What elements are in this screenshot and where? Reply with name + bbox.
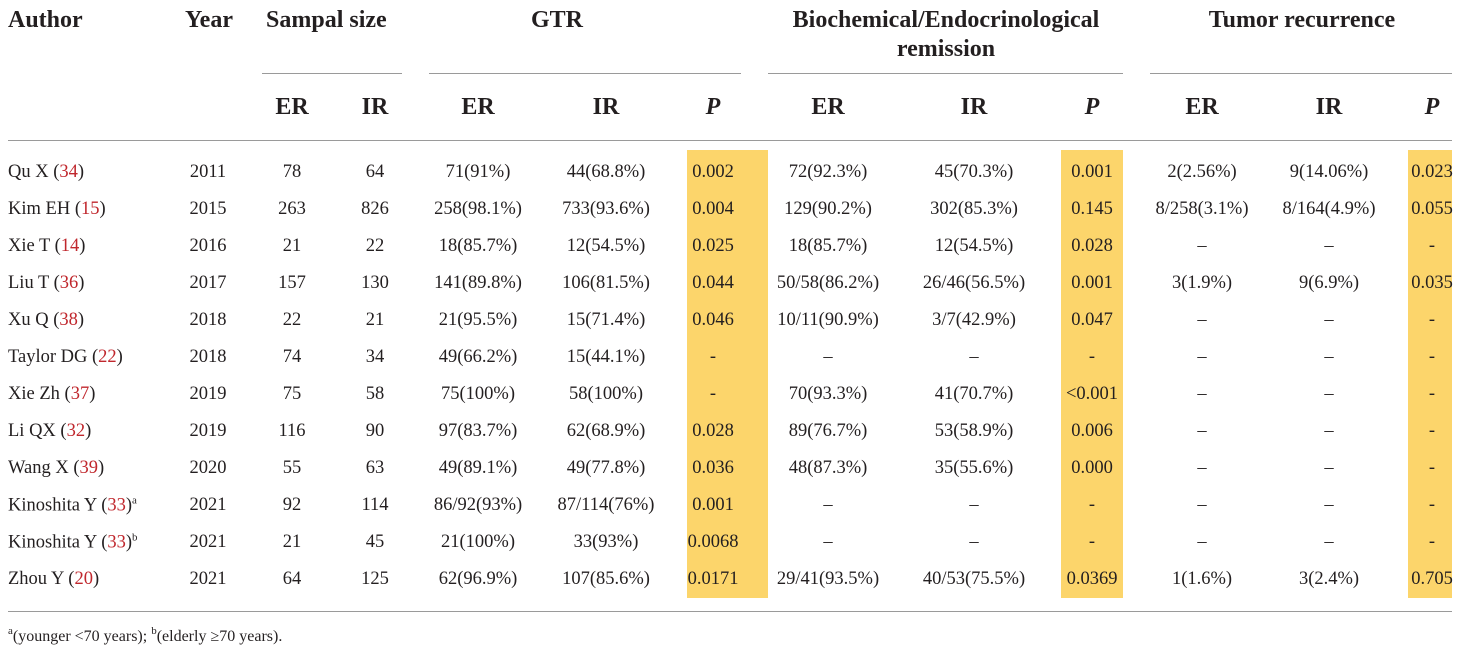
reference-link[interactable]: 36	[59, 272, 79, 293]
bio-p-cell: 0.001	[1071, 272, 1113, 293]
rec-p-cell: 0.023	[1411, 161, 1453, 182]
year-cell: 2019	[189, 383, 227, 404]
gtr-ir-cell: 12(54.5%)	[566, 235, 646, 256]
rec-p-cell: -	[1428, 494, 1436, 515]
bio-er-cell: –	[823, 531, 833, 552]
bio-ir-cell: 45(70.3%)	[934, 161, 1014, 182]
n-er-cell: 21	[282, 531, 302, 552]
sample-size-header: Sampal size	[266, 7, 387, 33]
bio-p-cell: 0.047	[1071, 309, 1113, 330]
gtr-ir-cell: 49(77.8%)	[566, 457, 646, 478]
n-er-cell: 116	[278, 420, 306, 441]
rec-er-cell: –	[1197, 235, 1207, 256]
author-cell: Zhou Y (20)	[8, 568, 100, 589]
gtr-ir-cell: 733(93.6%)	[562, 198, 650, 219]
gtr-ir-cell: 62(68.9%)	[566, 420, 646, 441]
bio-p-cell: -	[1088, 494, 1096, 515]
gtr-ir-cell: 87/114(76%)	[557, 494, 655, 515]
rec-ir-cell: 9(6.9%)	[1298, 272, 1360, 293]
rec-p-cell: 0.035	[1411, 272, 1453, 293]
bio-er-cell: 89(76.7%)	[788, 420, 868, 441]
rec-er-cell: 1(1.6%)	[1171, 568, 1233, 589]
author-cell: Liu T (36)	[8, 272, 85, 293]
gtr-p-cell: -	[709, 383, 717, 404]
author-name: Qu X	[8, 161, 49, 182]
rec-er-cell: –	[1197, 309, 1207, 330]
bio-ir-cell: 3/7(42.9%)	[932, 309, 1016, 330]
gtr-er-cell: 49(66.2%)	[438, 346, 518, 367]
bio-er-cell: 50/58(86.2%)	[776, 272, 880, 293]
rec-ir-cell: 8/164(4.9%)	[1282, 198, 1376, 219]
n-ir-cell: 114	[361, 494, 389, 515]
gtr-p-cell: 0.046	[692, 309, 734, 330]
bio-ir-cell: –	[969, 531, 979, 552]
rec-p-cell: -	[1428, 309, 1436, 330]
recurrence-ir-header: IR	[1315, 94, 1343, 120]
reference-link[interactable]: 32	[66, 420, 86, 441]
gtr-p-cell: 0.002	[692, 161, 734, 182]
year-cell: 2016	[189, 235, 227, 256]
author-name: Li QX	[8, 420, 56, 441]
biochem-header-line2: remission	[896, 36, 996, 62]
bio-ir-cell: 40/53(75.5%)	[922, 568, 1026, 589]
author-cell: Qu X (34)	[8, 161, 85, 182]
rec-er-cell: –	[1197, 383, 1207, 404]
footnote-a-text: (younger <70 years);	[12, 628, 152, 645]
year-header: Year	[185, 7, 233, 33]
author-footnote-marker: a	[132, 494, 137, 507]
year-cell: 2011	[189, 161, 227, 182]
rec-ir-cell: 3(2.4%)	[1298, 568, 1360, 589]
author-cell: Wang X (39)	[8, 457, 105, 478]
n-er-cell: 263	[278, 198, 306, 219]
gtr-er-cell: 71(91%)	[445, 161, 511, 182]
gtr-ir-header: IR	[592, 94, 620, 120]
reference-link[interactable]: 33	[107, 495, 126, 516]
rec-ir-cell: –	[1324, 494, 1334, 515]
bio-ir-cell: 12(54.5%)	[934, 235, 1014, 256]
n-ir-cell: 58	[365, 383, 385, 404]
rec-p-cell: -	[1428, 235, 1436, 256]
year-cell: 2021	[189, 531, 227, 552]
n-er-cell: 157	[278, 272, 306, 293]
rec-ir-cell: –	[1324, 346, 1334, 367]
n-ir-cell: 130	[361, 272, 389, 293]
recurrence-header: Tumor recurrence	[1208, 7, 1396, 33]
author-cell: Li QX (32)	[8, 420, 92, 441]
bio-er-cell: 18(85.7%)	[788, 235, 868, 256]
reference-link[interactable]: 38	[59, 309, 78, 330]
n-er-cell: 75	[282, 383, 302, 404]
gtr-p-cell: 0.028	[692, 420, 734, 441]
bio-ir-cell: 302(85.3%)	[930, 198, 1018, 219]
n-er-cell: 22	[282, 309, 302, 330]
author-header: Author	[8, 7, 83, 33]
reference-link[interactable]: 39	[79, 457, 98, 478]
gtr-er-cell: 86/92(93%)	[433, 494, 523, 515]
table-footnote	[8, 626, 282, 645]
rec-p-cell: -	[1428, 531, 1436, 552]
gtr-p-cell: 0.036	[692, 457, 734, 478]
gtr-header: GTR	[530, 7, 584, 33]
gtr-p-cell: 0.044	[692, 272, 734, 293]
author-cell: Xie Zh (37)	[8, 383, 96, 404]
bio-er-cell: 10/11(90.9%)	[777, 309, 879, 330]
gtr-p-cell: -	[709, 346, 717, 367]
rec-ir-cell: –	[1324, 420, 1334, 441]
n-ir-cell: 125	[361, 568, 389, 589]
gtr-p-cell: 0.025	[692, 235, 734, 256]
year-cell: 2021	[189, 568, 227, 589]
gtr-ir-cell: 107(85.6%)	[562, 568, 650, 589]
bio-p-cell: 0.145	[1071, 198, 1113, 219]
n-er-cell: 92	[282, 494, 302, 515]
author-name: Zhou Y	[8, 568, 64, 589]
author-cell: Taylor DG (22)	[8, 346, 123, 367]
bio-er-cell: 70(93.3%)	[788, 383, 868, 404]
reference-link[interactable]: 33	[107, 532, 126, 553]
n-er-cell: 74	[282, 346, 302, 367]
rec-p-cell: -	[1428, 420, 1436, 441]
rec-er-cell: 8/258(3.1%)	[1155, 198, 1249, 219]
rec-ir-cell: –	[1324, 531, 1334, 552]
year-cell: 2019	[189, 420, 227, 441]
author-cell: Kim EH (15)	[8, 198, 106, 219]
rec-p-cell: -	[1428, 457, 1436, 478]
bio-ir-cell: 53(58.9%)	[934, 420, 1014, 441]
n-ir-cell: 22	[365, 235, 385, 256]
rec-ir-cell: –	[1324, 235, 1334, 256]
biochem-p-header: P	[1084, 94, 1100, 120]
rec-er-cell: –	[1197, 494, 1207, 515]
bio-ir-cell: 41(70.7%)	[934, 383, 1014, 404]
bio-p-cell: 0.006	[1071, 420, 1113, 441]
author-name: Xu Q	[8, 309, 49, 330]
rec-p-cell: 0.705	[1411, 568, 1453, 589]
year-cell: 2017	[189, 272, 227, 293]
n-ir-cell: 45	[365, 531, 385, 552]
bio-ir-cell: –	[969, 494, 979, 515]
reference-link[interactable]: 34	[59, 161, 78, 182]
year-cell: 2018	[189, 346, 227, 367]
n-ir-cell: 63	[365, 457, 385, 478]
bio-p-cell: <0.001	[1065, 383, 1119, 404]
n-ir-cell: 34	[365, 346, 385, 367]
gtr-er-cell: 18(85.7%)	[438, 235, 518, 256]
bio-er-cell: 72(92.3%)	[788, 161, 868, 182]
gtr-er-cell: 49(89.1%)	[438, 457, 518, 478]
n-ir-cell: 90	[365, 420, 385, 441]
biochem-er-header: ER	[811, 94, 845, 120]
sample-ir-header: IR	[361, 94, 389, 120]
author-cell: Kinoshita Y $(33)^a$	[8, 494, 137, 516]
bio-er-cell: –	[823, 346, 833, 367]
gtr-er-cell: 258(98.1%)	[434, 198, 522, 219]
author-name: Kinoshita Y	[8, 495, 97, 516]
bio-p-cell: -	[1088, 531, 1096, 552]
footnote-b-marker: b	[151, 625, 157, 637]
reference-link[interactable]: 14	[60, 235, 80, 256]
rec-er-cell: 3(1.9%)	[1171, 272, 1233, 293]
n-er-cell: 55	[282, 457, 302, 478]
gtr-er-cell: 21(100%)	[441, 531, 515, 552]
gtr-ir-cell: 44(68.8%)	[566, 161, 646, 182]
gtr-er-cell: 97(83.7%)	[438, 420, 518, 441]
footnote-b-text: (elderly ≥70 years).	[156, 628, 283, 645]
bio-er-cell: –	[823, 494, 833, 515]
biochem-ir-header: IR	[960, 94, 988, 120]
reference-link[interactable]: 15	[80, 198, 100, 219]
author-footnote-marker: b	[132, 531, 138, 544]
rec-ir-cell: –	[1324, 309, 1334, 330]
n-ir-cell: 826	[361, 198, 389, 219]
rec-ir-cell: 9(14.06%)	[1289, 161, 1369, 182]
year-cell: 2020	[189, 457, 227, 478]
rec-ir-cell: –	[1324, 457, 1334, 478]
author-name: Xie T	[8, 235, 50, 256]
rec-p-cell: -	[1428, 383, 1436, 404]
bio-p-cell: -	[1088, 346, 1096, 367]
gtr-p-cell: 0.004	[692, 198, 734, 219]
author-name: Xie Zh	[8, 383, 60, 404]
year-cell: 2021	[189, 494, 227, 515]
footnote-a-marker: a	[8, 625, 13, 637]
author-cell: Xie T (14)	[8, 235, 86, 256]
n-ir-cell: 21	[365, 309, 385, 330]
gtr-ir-cell: 33(93%)	[573, 531, 639, 552]
n-er-cell: 64	[282, 568, 302, 589]
recurrence-p-header: P	[1424, 94, 1440, 120]
biochem-header-line1: Biochemical/Endocrinological	[792, 7, 1100, 33]
author-cell: Kinoshita Y $(33)^b$	[8, 531, 138, 553]
bio-p-cell: 0.000	[1071, 457, 1113, 478]
bio-er-cell: 48(87.3%)	[788, 457, 868, 478]
sample-er-header: ER	[275, 94, 309, 120]
gtr-p-cell: 0.001	[692, 494, 734, 515]
bio-p-cell: 0.001	[1071, 161, 1113, 182]
gtr-ir-cell: 15(44.1%)	[566, 346, 646, 367]
recurrence-er-header: ER	[1185, 94, 1219, 120]
gtr-er-cell: 21(95.5%)	[438, 309, 518, 330]
rec-er-cell: –	[1197, 346, 1207, 367]
rec-p-cell: 0.055	[1411, 198, 1453, 219]
rec-er-cell: –	[1197, 531, 1207, 552]
n-er-cell: 78	[282, 161, 302, 182]
gtr-er-cell: 75(100%)	[441, 383, 515, 404]
year-cell: 2015	[189, 198, 227, 219]
author-name: Taylor DG	[8, 346, 88, 367]
author-name: Wang X	[8, 457, 69, 478]
author-cell: Xu Q (38)	[8, 309, 85, 330]
gtr-er-cell: 62(96.9%)	[438, 568, 518, 589]
rec-er-cell: –	[1197, 457, 1207, 478]
rec-ir-cell: –	[1324, 383, 1334, 404]
gtr-p-header: P	[705, 94, 721, 120]
author-name: Kim EH	[8, 198, 71, 219]
gtr-ir-cell: 15(71.4%)	[566, 309, 646, 330]
reference-link[interactable]: 20	[74, 568, 93, 589]
bio-ir-cell: 35(55.6%)	[934, 457, 1014, 478]
gtr-p-cell: 0.0068	[687, 531, 739, 552]
gtr-p-cell: 0.0171	[687, 568, 739, 589]
n-er-cell: 21	[282, 235, 302, 256]
gtr-ir-cell: 106(81.5%)	[562, 272, 650, 293]
bio-p-cell: 0.028	[1071, 235, 1113, 256]
n-ir-cell: 64	[365, 161, 385, 182]
bio-ir-cell: 26/46(56.5%)	[922, 272, 1026, 293]
reference-link[interactable]: 37	[70, 383, 90, 404]
gtr-er-cell: 141(89.8%)	[434, 272, 522, 293]
bio-p-cell: 0.0369	[1066, 568, 1118, 589]
gtr-er-header: ER	[461, 94, 495, 120]
rec-er-cell: –	[1197, 420, 1207, 441]
author-name: Kinoshita Y	[8, 532, 97, 553]
bio-er-cell: 129(90.2%)	[784, 198, 872, 219]
rec-p-cell: -	[1428, 346, 1436, 367]
bio-er-cell: 29/41(93.5%)	[776, 568, 880, 589]
year-cell: 2018	[189, 309, 227, 330]
reference-link[interactable]: 22	[98, 346, 117, 367]
rec-er-cell: 2(2.56%)	[1167, 161, 1237, 182]
gtr-ir-cell: 58(100%)	[569, 383, 643, 404]
author-name: Liu T	[8, 272, 49, 293]
bio-ir-cell: –	[969, 346, 979, 367]
